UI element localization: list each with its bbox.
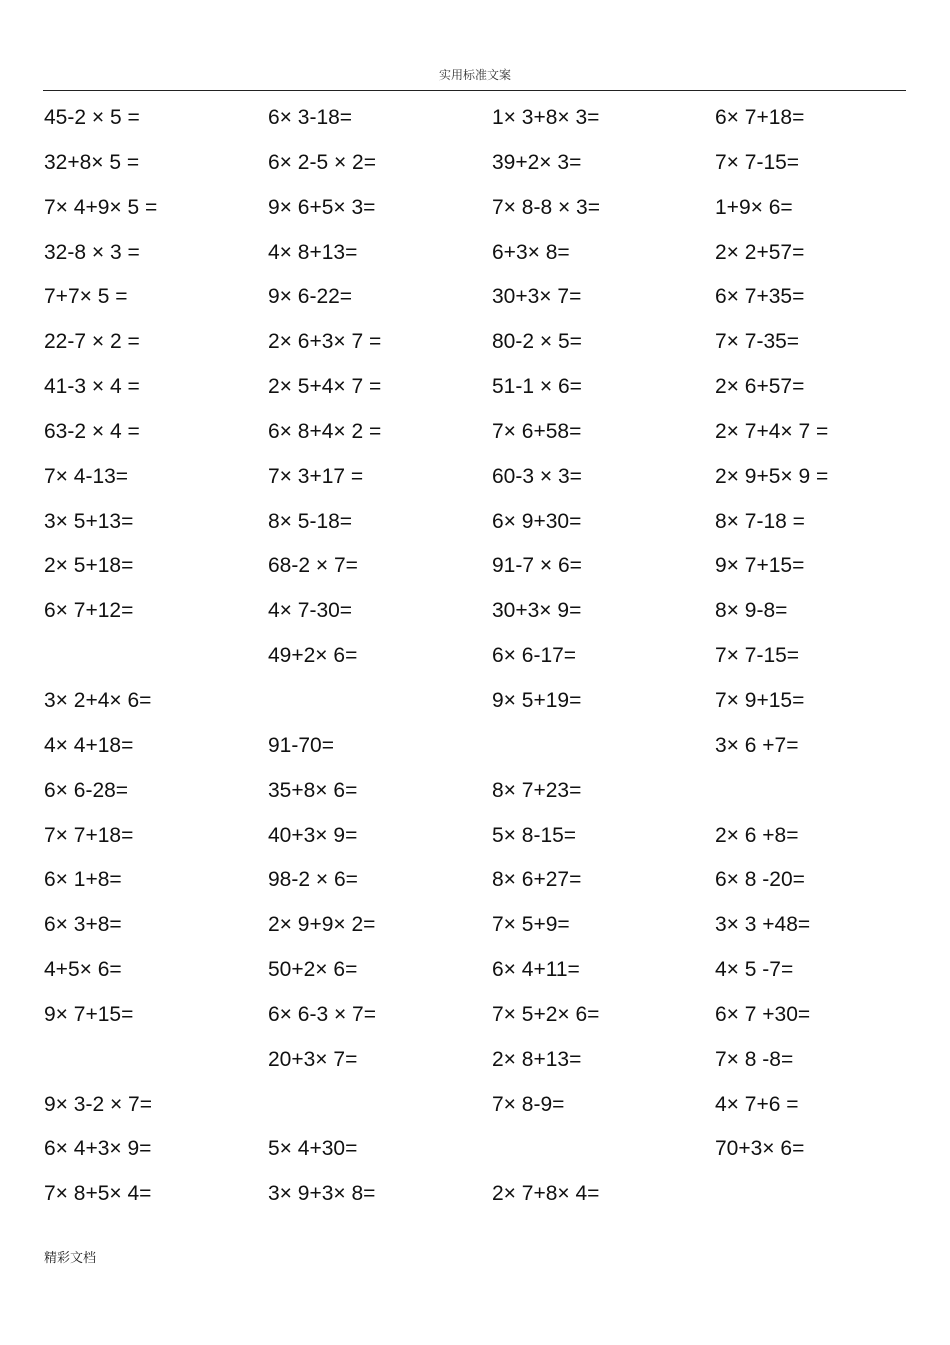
- math-problem: 7× 4-13=: [44, 464, 129, 488]
- math-problem: 3× 6 +7=: [715, 733, 799, 757]
- problem-row: [44, 814, 904, 859]
- math-problem: 7× 8+5× 4=: [44, 1182, 152, 1206]
- problem-row: [44, 634, 904, 679]
- math-problem: 7× 7+18=: [44, 823, 134, 847]
- math-problem: 8× 7+23=: [492, 778, 582, 802]
- problem-row: [44, 141, 904, 186]
- math-problem: 7× 7-15=: [715, 644, 800, 668]
- problem-row: [44, 903, 904, 948]
- problem-row: [44, 320, 904, 365]
- page-header: 实用标准文案: [438, 68, 511, 82]
- problem-row: [44, 500, 904, 545]
- math-problem: 1+9× 6=: [715, 195, 793, 219]
- math-problem: 91-70=: [268, 733, 334, 757]
- math-problem: 8× 7-18 =: [715, 509, 805, 533]
- math-problem: 2× 6 +8=: [715, 823, 799, 847]
- problem-grid: [44, 96, 904, 1217]
- math-problem: 30+3× 7=: [492, 285, 582, 309]
- math-problem: 2× 7+8× 4=: [492, 1182, 600, 1206]
- math-problem: 45-2 × 5 =: [44, 106, 140, 129]
- math-problem: 41-3 × 4 =: [44, 375, 140, 399]
- math-problem: 6× 6-3 × 7=: [268, 1002, 377, 1026]
- problem-row: [44, 858, 904, 903]
- math-problem: 4+5× 6=: [44, 958, 122, 982]
- math-problem: 6+3× 8=: [492, 240, 570, 264]
- math-problem: 2× 5+18=: [44, 554, 134, 578]
- math-problem: 3× 3 +48=: [715, 913, 811, 937]
- problem-row: [44, 96, 904, 141]
- math-problem: 7× 8-9=: [492, 1092, 565, 1116]
- math-problem: 68-2 × 7=: [268, 554, 358, 578]
- math-problem: 3× 5+13=: [44, 509, 134, 533]
- page-footer: 精彩文档: [44, 1251, 97, 1266]
- math-problem: 60-3 × 3=: [492, 464, 582, 488]
- math-problem: 51-1 × 6=: [492, 375, 582, 399]
- math-problem: 2× 9+9× 2=: [268, 913, 376, 937]
- math-problem: 7× 7-15=: [715, 150, 800, 174]
- math-problem: 7+7× 5 =: [44, 285, 128, 309]
- math-problem: 6× 2-5 × 2=: [268, 150, 377, 174]
- math-problem: 8× 6+27=: [492, 868, 582, 892]
- math-problem: 3× 9+3× 8=: [268, 1182, 376, 1206]
- math-problem: 1× 3+8× 3=: [492, 106, 600, 129]
- problem-row: [44, 186, 904, 231]
- math-problem: 6× 9+30=: [492, 509, 582, 533]
- math-problem: 7× 8-8 × 3=: [492, 195, 601, 219]
- math-problem: 3× 2+4× 6=: [44, 688, 152, 712]
- math-problem: 20+3× 7=: [268, 1047, 358, 1071]
- math-problem: 6× 6-17=: [492, 644, 577, 668]
- math-problem: 4× 4+18=: [44, 733, 134, 757]
- math-problem: 6× 7+12=: [44, 599, 134, 623]
- math-problem: 9× 6-22=: [268, 285, 353, 309]
- math-problem: 4× 5 -7=: [715, 958, 794, 982]
- math-problem: 70+3× 6=: [715, 1137, 805, 1161]
- math-problem: 80-2 × 5=: [492, 330, 582, 354]
- math-problem: 4× 7+6 =: [715, 1092, 799, 1116]
- math-problem: 9× 3-2 × 7=: [44, 1092, 153, 1116]
- math-problem: 6× 4+3× 9=: [44, 1137, 152, 1161]
- math-problem: 9× 7+15=: [715, 554, 805, 578]
- math-problem: 32-8 × 3 =: [44, 240, 140, 264]
- math-problem: 4× 7-30=: [268, 599, 353, 623]
- math-problem: 63-2 × 4 =: [44, 419, 140, 443]
- header-divider: [43, 90, 906, 91]
- math-problem: 6× 3-18=: [268, 106, 353, 129]
- math-problem: 7× 4+9× 5 =: [44, 195, 158, 219]
- math-problem: 49+2× 6=: [268, 644, 358, 668]
- problem-row: [44, 1038, 904, 1083]
- problem-row: [44, 948, 904, 993]
- math-problem: 7× 6+58=: [492, 419, 582, 443]
- problem-row: [44, 993, 904, 1038]
- math-problem: 30+3× 9=: [492, 599, 582, 623]
- problem-row: [44, 455, 904, 500]
- math-problem: 7× 7-35=: [715, 330, 800, 354]
- problem-row: [44, 1172, 904, 1217]
- math-problem: 9× 5+19=: [492, 688, 582, 712]
- math-problem: 2× 6+57=: [715, 375, 805, 399]
- math-problem: 32+8× 5 =: [44, 150, 140, 174]
- math-problem: 2× 8+13=: [492, 1047, 582, 1071]
- math-problem: 39+2× 3=: [492, 150, 582, 174]
- math-problem: 7× 5+2× 6=: [492, 1002, 600, 1026]
- math-problem: 7× 3+17 =: [268, 464, 364, 488]
- problem-row: [44, 544, 904, 589]
- math-problem: 6× 8+4× 2 =: [268, 419, 382, 443]
- math-problem: 6× 7+18=: [715, 106, 805, 129]
- math-problem: 35+8× 6=: [268, 778, 358, 802]
- math-problem: 6× 6-28=: [44, 778, 129, 802]
- math-problem: 98-2 × 6=: [268, 868, 358, 892]
- problem-row: [44, 589, 904, 634]
- math-problem: 6× 8 -20=: [715, 868, 805, 892]
- math-problem: 2× 6+3× 7 =: [268, 330, 382, 354]
- problem-row: [44, 1083, 904, 1128]
- math-problem: 7× 8 -8=: [715, 1047, 794, 1071]
- problem-row: [44, 679, 904, 724]
- math-problem: 6× 1+8=: [44, 868, 122, 892]
- math-problem: 50+2× 6=: [268, 958, 358, 982]
- problem-row: [44, 769, 904, 814]
- math-problem: 5× 8-15=: [492, 823, 577, 847]
- math-problem: 40+3× 9=: [268, 823, 358, 847]
- math-problem: 4× 8+13=: [268, 240, 358, 264]
- math-problem: 7× 5+9=: [492, 913, 570, 937]
- problem-row: [44, 724, 904, 769]
- math-problem: 2× 2+57=: [715, 240, 805, 264]
- math-problem: 6× 4+11=: [492, 958, 580, 982]
- math-problem: 22-7 × 2 =: [44, 330, 140, 354]
- math-problem: 8× 9-8=: [715, 599, 788, 623]
- problem-row: [44, 1127, 904, 1172]
- math-problem: 6× 7 +30=: [715, 1002, 811, 1026]
- problem-row: [44, 365, 904, 410]
- math-problem: 9× 7+15=: [44, 1002, 134, 1026]
- math-problem: 8× 5-18=: [268, 509, 353, 533]
- math-problem: 9× 6+5× 3=: [268, 195, 376, 219]
- math-problem: 5× 4+30=: [268, 1137, 358, 1161]
- problem-row: [44, 410, 904, 455]
- problem-row: [44, 231, 904, 276]
- math-problem: 91-7 × 6=: [492, 554, 582, 578]
- math-problem: 2× 7+4× 7 =: [715, 419, 829, 443]
- problem-row: [44, 275, 904, 320]
- math-problem: 6× 7+35=: [715, 285, 805, 309]
- math-problem: 2× 9+5× 9 =: [715, 464, 829, 488]
- math-problem: 6× 3+8=: [44, 913, 122, 937]
- math-problem: 2× 5+4× 7 =: [268, 375, 382, 399]
- math-problem: 7× 9+15=: [715, 688, 805, 712]
